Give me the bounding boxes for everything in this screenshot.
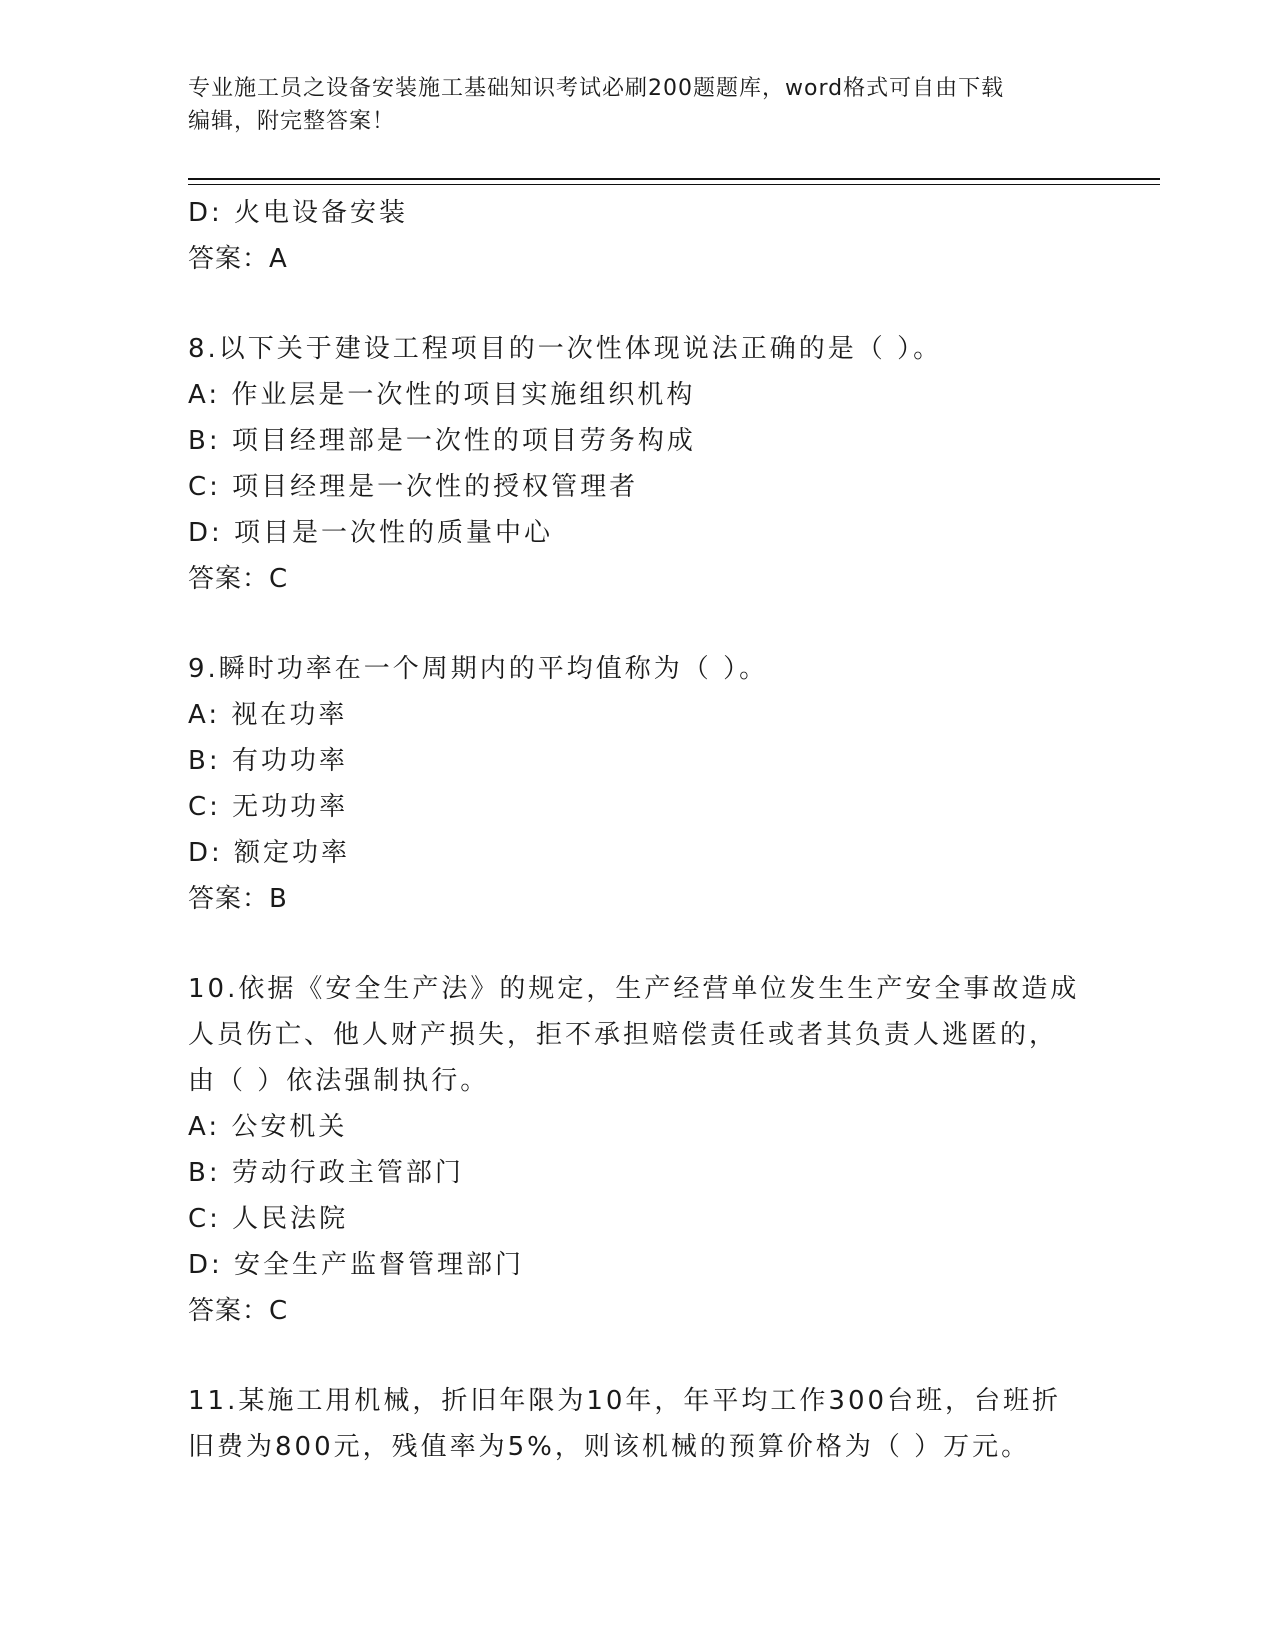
question-11 — [188, 1378, 1088, 1470]
option-a: A: 视在功率 — [188, 700, 348, 730]
answer-line: 答案：C — [188, 564, 289, 594]
header-divider-thin — [188, 184, 1160, 185]
question-stem: 8.以下关于建设工程项目的一次性体现说法正确的是（ ）。 — [188, 334, 943, 364]
option-d: D: 项目是一次性的质量中心 — [188, 518, 554, 548]
option-c: C: 人民法院 — [188, 1204, 349, 1234]
question-list — [188, 190, 1088, 1470]
question-stem-line-1: 10.依据《安全生产法》的规定，生产经营单位发生生产安全事故造成 — [188, 974, 1080, 1004]
option-a: A: 公安机关 — [188, 1112, 348, 1142]
option-d: D: 火电设备安装 — [188, 198, 409, 228]
option-c: C: 无功功率 — [188, 792, 349, 822]
question-8 — [188, 326, 1088, 602]
option-d: D: 额定功率 — [188, 838, 351, 868]
option-c: C: 项目经理是一次性的授权管理者 — [188, 472, 639, 502]
option-a: A: 作业层是一次性的项目实施组织机构 — [188, 380, 696, 410]
question-stem-line-2: 人员伤亡、他人财产损失，拒不承担赔偿责任或者其负责人逃匿的， — [188, 1020, 1059, 1050]
carryover-block — [188, 190, 1088, 282]
question-stem-line-1: 11.某施工用机械，折旧年限为10年，年平均工作300台班，台班折 — [188, 1386, 1062, 1416]
option-b: B: 有功功率 — [188, 746, 348, 776]
answer-line: 答案：C — [188, 1296, 289, 1326]
question-stem-line-2: 旧费为800元，残值率为5%，则该机械的预算价格为（ ）万元。 — [188, 1432, 1031, 1462]
question-stem-line-3: 由（ ）依法强制执行。 — [188, 1066, 490, 1096]
header-line-1: 专业施工员之设备安装施工基础知识考试必刷200题题库，word格式可自由下载 — [188, 76, 1005, 101]
answer-line: 答案：B — [188, 884, 288, 914]
option-b: B: 劳动行政主管部门 — [188, 1158, 464, 1188]
question-stem: 9.瞬时功率在一个周期内的平均值称为（ ）。 — [188, 654, 769, 684]
header-divider-thick — [188, 178, 1160, 180]
answer-line: 答案：A — [188, 244, 288, 274]
question-9 — [188, 646, 1088, 922]
option-d: D: 安全生产监督管理部门 — [188, 1250, 525, 1280]
document-header — [188, 72, 1088, 138]
question-10 — [188, 966, 1088, 1334]
header-line-2: 编辑，附完整答案！ — [188, 109, 396, 134]
option-b: B: 项目经理部是一次性的项目劳务构成 — [188, 426, 696, 456]
